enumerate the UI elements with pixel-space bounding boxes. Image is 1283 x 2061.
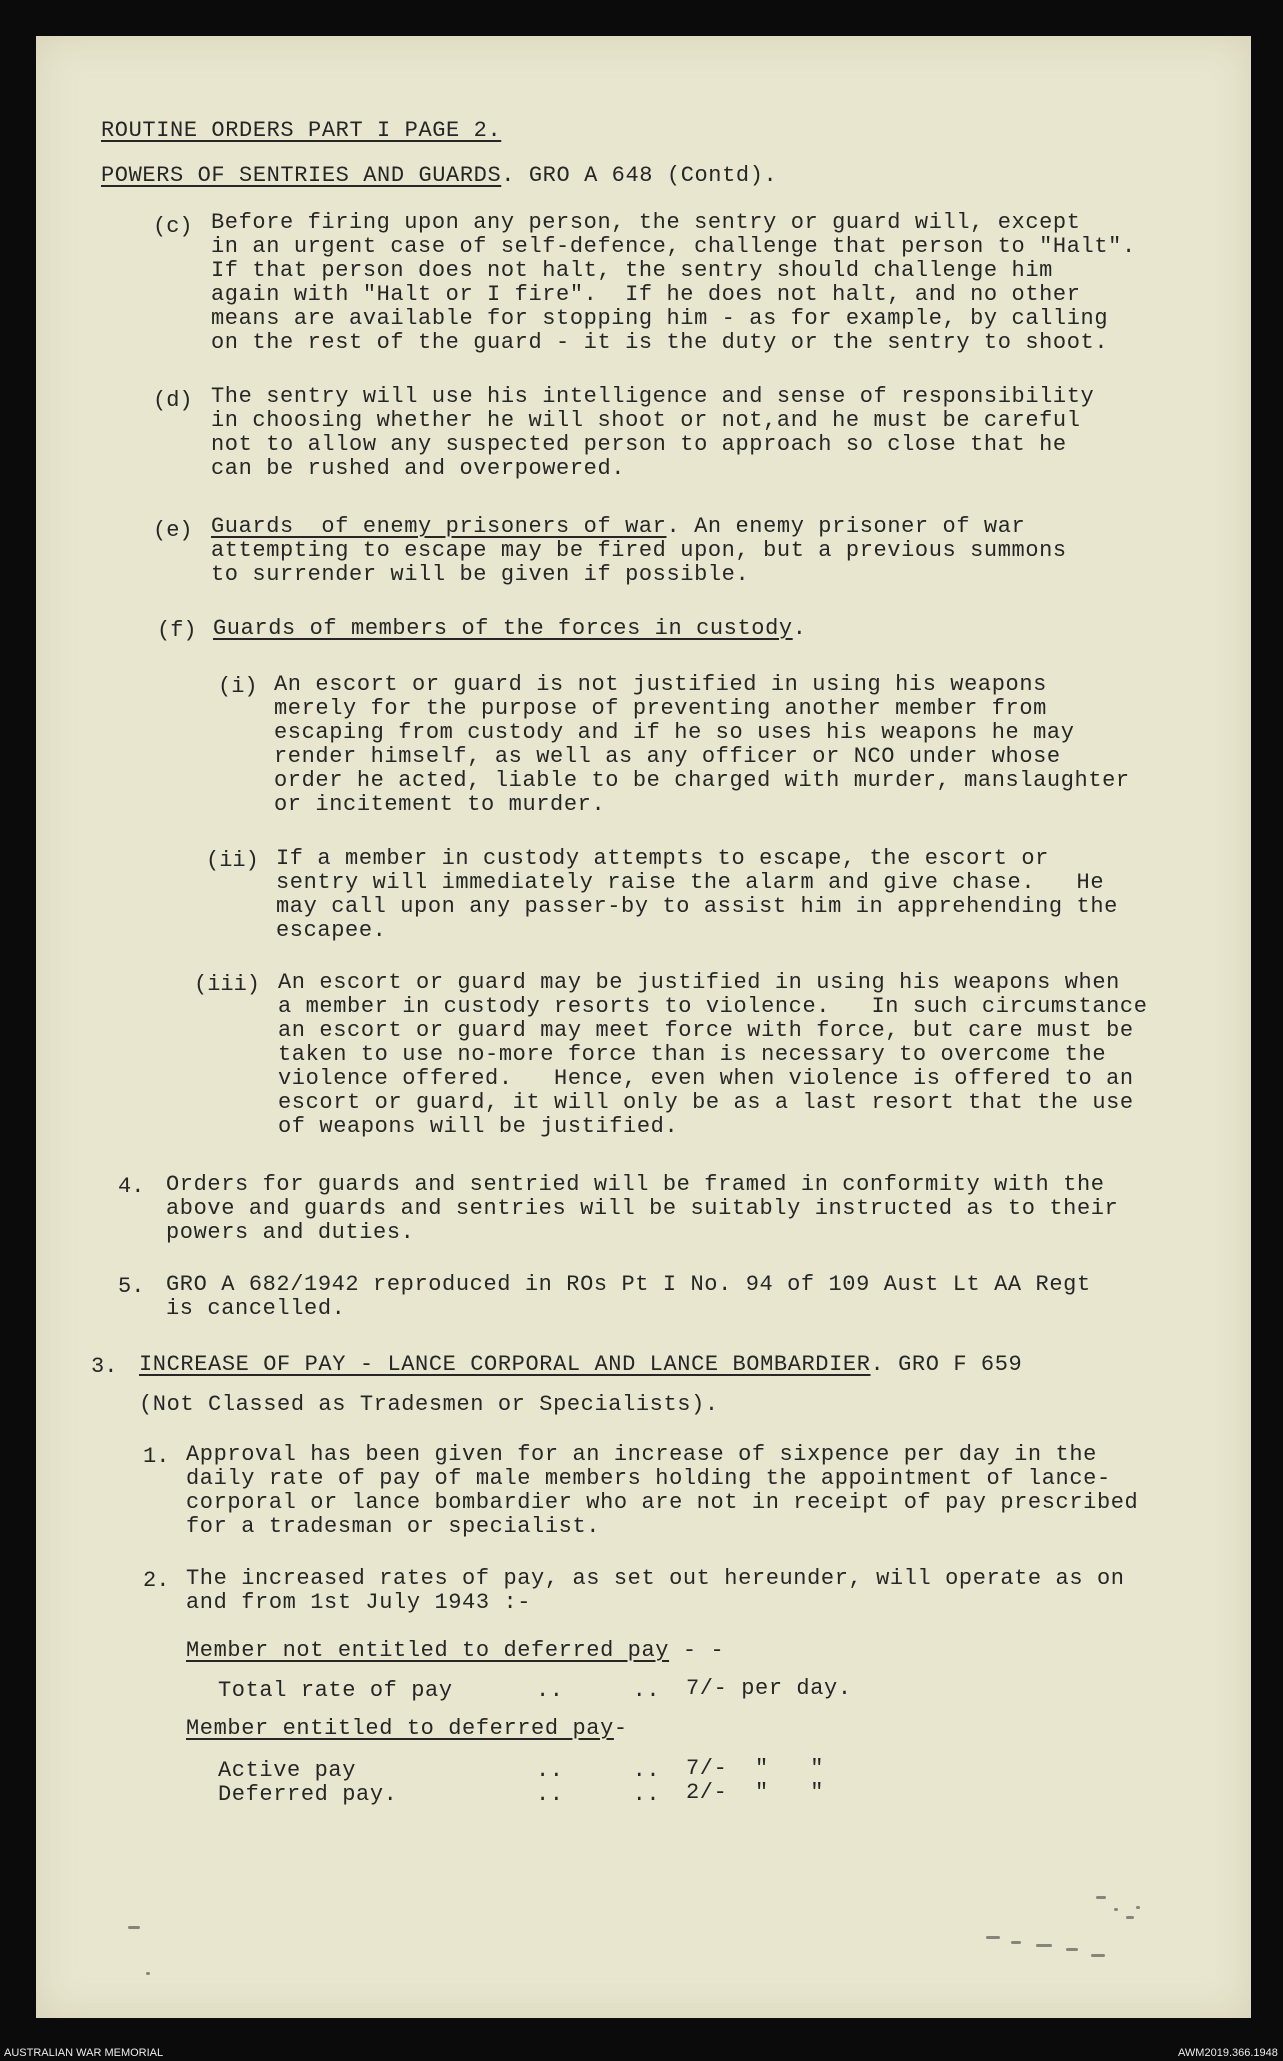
para-c-line: in an urgent case of self-defence, challenge that person to "Halt". xyxy=(211,234,1136,259)
sub-i-line: merely for the purpose of preventing another member from xyxy=(274,696,1047,721)
item-2-label: 2. xyxy=(143,1568,170,1593)
footer-accession-number: AWM2019.366.1948 xyxy=(1178,2047,1278,2059)
para-c-line: If that person does not halt, the sentry should challenge him xyxy=(211,258,1053,283)
total-rate-value: 7/- per day. xyxy=(686,1676,852,1701)
para-e-line: to surrender will be given if possible. xyxy=(211,562,750,587)
section-3-subtitle: (Not Classed as Tradesmen or Specialists). xyxy=(139,1392,719,1417)
rate-heading-not-entitled: Member not entitled to deferred pay xyxy=(186,1638,670,1663)
deferred-pay-label: Deferred pay. xyxy=(218,1782,398,1807)
section-3-heading: INCREASE OF PAY - LANCE CORPORAL AND LANCE BOMBARDIER xyxy=(139,1352,871,1377)
deferred-pay-dots: .. .. xyxy=(536,1782,661,1807)
rate-heading-not-entitled-line xyxy=(186,1638,724,1663)
item-1-line: corporal or lance bombardier who are not in receipt of pay prescribed xyxy=(186,1490,1139,1515)
total-rate-dots: .. .. xyxy=(536,1678,661,1703)
section-3-ref: . GRO F 659 xyxy=(870,1352,1023,1377)
item-2-line: The increased rates of pay, as set out hereunder, will operate as on xyxy=(186,1566,1125,1591)
sub-iii-line: escort or guard, it will only be as a last resort that the use xyxy=(278,1090,1134,1115)
total-rate-label: Total rate of pay xyxy=(218,1678,453,1703)
item-1-line: Approval has been given for an increase of sixpence per day in the xyxy=(186,1442,1097,1467)
item-1-line: daily rate of pay of male members holding the appointment of lance- xyxy=(186,1466,1111,1491)
sub-iii-line: of weapons will be justified. xyxy=(278,1114,679,1139)
section-heading: POWERS OF SENTRIES AND GUARDS xyxy=(101,163,502,188)
para-e-label: (e) xyxy=(153,518,193,543)
para-d-label: (d) xyxy=(153,388,193,413)
para-e-line: attempting to escape may be fired upon, but a previous summons xyxy=(211,538,1067,563)
sub-iii-line: a member in custody resorts to violence. In such circumstance xyxy=(278,994,1148,1019)
para-e-first-line xyxy=(211,514,1025,539)
para-4-label: 4. xyxy=(118,1174,145,1199)
rate-heading-entitled: Member entitled to deferred pay xyxy=(186,1716,614,1741)
para-e-first-rest: . An enemy prisoner of war xyxy=(666,514,1026,539)
para-5-label: 5. xyxy=(118,1274,145,1299)
deferred-pay-value: 2/- " " xyxy=(686,1780,825,1805)
document-page xyxy=(36,36,1251,2018)
sub-iii-line: An escort or guard may be justified in using his weapons when xyxy=(278,970,1120,995)
sub-iii-line: violence offered. Hence, even when violence is offered to an xyxy=(278,1066,1134,1091)
sub-ii-line: may call upon any passer-by to assist him in apprehending the xyxy=(276,894,1118,919)
para-f-heading: Guards of members of the forces in custody xyxy=(213,616,793,641)
section-3-number: 3. xyxy=(91,1354,118,1379)
para-c-line: Before firing upon any person, the sentry or guard will, except xyxy=(211,210,1081,235)
sub-i-label: (i) xyxy=(218,674,258,699)
footer-credit: AUSTRALIAN WAR MEMORIAL xyxy=(4,2047,164,2059)
para-c-line: means are available for stopping him - as for example, by calling xyxy=(211,306,1109,331)
rate-heading-entitled-tail: - xyxy=(613,1716,628,1741)
sub-iii-line: taken to use no-more force than is necessary to overcome the xyxy=(278,1042,1107,1067)
para-4-line: above and guards and sentries will be suitably instructed as to their xyxy=(166,1196,1119,1221)
page-title: ROUTINE ORDERS PART I PAGE 2. xyxy=(101,118,502,143)
sub-i-line: or incitement to murder. xyxy=(274,792,606,817)
active-pay-dots: .. .. xyxy=(536,1758,661,1783)
para-f-heading-line xyxy=(213,616,807,641)
para-d-line: can be rushed and overpowered. xyxy=(211,456,626,481)
para-d-line: The sentry will use his intelligence and sense of responsibility xyxy=(211,384,1095,409)
sub-i-line: order he acted, liable to be charged with murder, manslaughter xyxy=(274,768,1130,793)
sub-iii-line: an escort or guard may meet force with force, but care must be xyxy=(278,1018,1134,1043)
para-f-heading-end: . xyxy=(792,616,807,641)
para-c-label: (c) xyxy=(153,214,193,239)
para-5-line: GRO A 682/1942 reproduced in ROs Pt I No. 94 of 109 Aust Lt AA Regt xyxy=(166,1272,1091,1297)
para-d-line: in choosing whether he will shoot or not,and he must be careful xyxy=(211,408,1081,433)
item-1-label: 1. xyxy=(143,1444,170,1469)
sub-iii-label: (iii) xyxy=(194,972,261,997)
sub-ii-line: If a member in custody attempts to escape, the escort or xyxy=(276,846,1049,871)
item-1-line: for a tradesman or specialist. xyxy=(186,1514,601,1539)
sub-i-line: render himself, as well as any officer or NCO under whose xyxy=(274,744,1061,769)
section-ref: . GRO A 648 (Contd). xyxy=(501,163,778,188)
sub-ii-line: escapee. xyxy=(276,918,387,943)
sub-i-line: escaping from custody and if he so uses his weapons he may xyxy=(274,720,1075,745)
para-5-line: is cancelled. xyxy=(166,1296,346,1321)
para-4-line: Orders for guards and sentried will be framed in conformity with the xyxy=(166,1172,1105,1197)
rate-heading-entitled-line xyxy=(186,1716,628,1741)
sub-ii-label: (ii) xyxy=(206,848,259,873)
active-pay-label: Active pay xyxy=(218,1758,357,1783)
para-4-line: powers and duties. xyxy=(166,1220,415,1245)
para-e-heading: Guards of enemy prisoners of war xyxy=(211,514,667,539)
para-c-line: on the rest of the guard - it is the duty or the sentry to shoot. xyxy=(211,330,1109,355)
active-pay-value: 7/- " " xyxy=(686,1756,825,1781)
rate-heading-not-entitled-tail: - - xyxy=(669,1638,725,1663)
sub-i-line: An escort or guard is not justified in using his weapons xyxy=(274,672,1047,697)
item-2-line: and from 1st July 1943 :- xyxy=(186,1590,532,1615)
para-f-label: (f) xyxy=(157,618,197,643)
sub-ii-line: sentry will immediately raise the alarm and give chase. He xyxy=(276,870,1105,895)
section-heading-line xyxy=(101,163,777,188)
para-c-line: again with "Halt or I fire". If he does not halt, and no other xyxy=(211,282,1081,307)
section-3-heading-line xyxy=(139,1352,1022,1377)
para-d-line: not to allow any suspected person to approach so close that he xyxy=(211,432,1067,457)
